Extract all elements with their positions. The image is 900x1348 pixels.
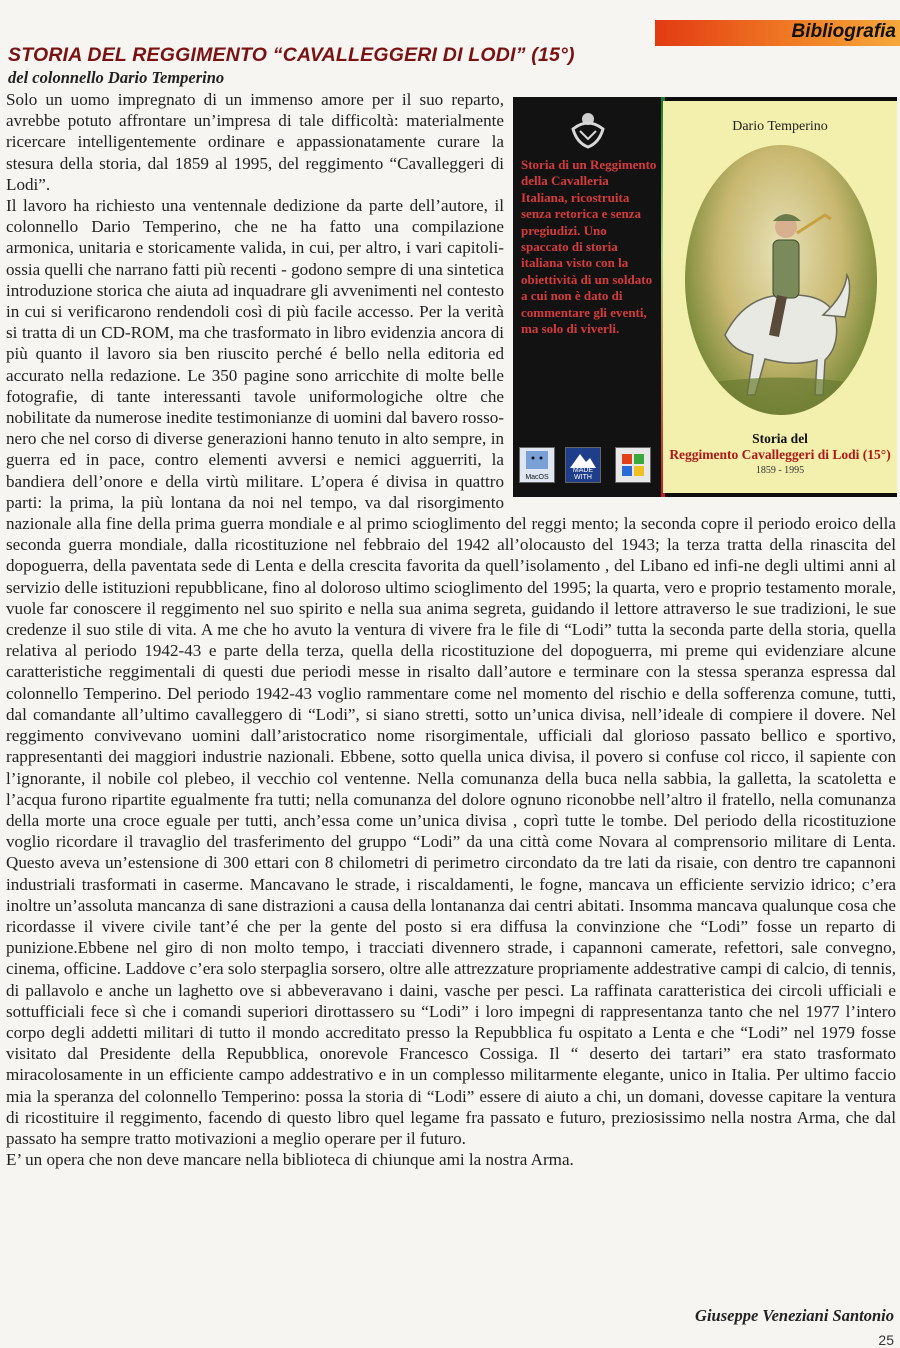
cover-right-panel	[663, 101, 897, 493]
article-title: STORIA DEL REGGIMENTO “CAVALLEGGERI DI LODI” (15°)	[8, 44, 575, 66]
cover-title-line-2: Reggimento Cavalleggeri di Lodi (15°)	[669, 447, 891, 462]
cover-left-panel	[513, 97, 661, 497]
cavalryman-bugler-icon	[685, 145, 877, 415]
mac-face-icon	[520, 448, 554, 472]
cover-years: 1859 - 1995	[755, 465, 805, 476]
article-paragraph: Solo un uomo impregnato di un immenso amore per il suo reparto, avrebbe potuto affrontare un’impresa di tale difficoltà: materialmente ricercare intelligentemente ordinare e appassionatamente curare la stesura della storia, dal 1859 al 1995, del reggimento “Cavalleggeri di Lodi”.	[6, 90, 504, 194]
cover-title	[663, 431, 897, 463]
book-cover-image	[513, 97, 897, 497]
cavalry-emblem-icon	[565, 109, 611, 149]
macos-logo-label: MacOS	[525, 474, 549, 481]
article-signature: Giuseppe Veneziani Santonio	[695, 1306, 894, 1325]
windows-flag-icon	[616, 448, 650, 482]
platform-logos	[519, 447, 659, 487]
article-paragraph: E’ un opera che non deve mancare nella biblioteca di chiunque ami la nostra Arma.	[6, 1150, 574, 1170]
horseman-illustration	[685, 145, 877, 415]
made-with-label: MADE WITH	[572, 467, 594, 481]
article-subtitle: del colonnello Dario Temperino	[8, 68, 225, 87]
cover-blurb: Storia di un Reggimento della Cavalleria Italiana, ricostruita senza retorica e senza pregiudizi. Uno spaccato di storia italiana visto con la obiettività di un soldato a cui non è dato di commentare gli eventi, ma solo di viverli.	[521, 157, 657, 337]
cover-author: Dario Temperino	[732, 119, 828, 134]
windows-logo-icon	[615, 447, 651, 483]
section-label: Bibliografia	[791, 21, 896, 42]
macos-logo-icon	[519, 447, 555, 483]
page-number: 25	[878, 1332, 894, 1348]
article-paragraph: Il lavoro ha richiesto una ventennale dedizione da parte dell’autore, il colonnello Dario Temperino, che ne ha fatto una compilazione armonica, unitaria e storicamente valida, in cui, per altro, i vari capitoli-ossia quelli che narrano fatti più recenti - godono sempre di una sintetica introduzione storica che aiuta ad inquadrare gli avvenimenti nel contesto in cui si verificarono rendendoli così di più facile accesso. Per la verità si tratta di un CD-ROM, ma che trasformato in libro evidenzia ancora di più quanto il lavoro sia ben riuscito perché é bello nella editoria ed accurato nella redazione. Le 350 pagine sono arricchite di molte belle fotografie, di tante interessanti tavole uniformologiche oltre che nobilitate da numerose inedite testimonianze di uomini dal bavero rosso-nero che nel corso di diverse generazioni hanno tenuto in alto sempre, in guerra ed in pace, contro elementi avversi e nemici agguerriti, la bandiera dell’onore e della virtù militare. L’opera é divisa in quattro parti: la prima, la più lontana da noi nel tempo, va dal risorgimento nazionale alla fine della prima guerra mondiale e al primo scioglimento del reggi mento; la seconda copre il periodo eroico della seconda guerra mondiale, dalla ricostituzione nel febbraio del 1942 all’olocausto del 1943; la terza tratta della rinascita del dopoguerra, della paventata sede di Lenta e della crescita favorita da quell’isolamento , del Libano ed infi-ne degli ultimi anni al servizio delle istituzioni repubblicane, fino al doloroso ultimo scioglimento del 1995; la quarta, vero e proprio testamento morale, vuole far conoscere il reggimento nel suo spirito e nella sua anima segreta, guidando il lettore attraverso le sue tradizioni, le sue credenze il suo stile di vita. A me che ho avuto la ventura di vivere fra le file di “Lodi” tutta la seconda parte della storia, quella relativa al periodo 1942-43 e parte della terza, quella della ricostituzione del dopoguerra, mi preme qui evidenziare alcune caratteristiche reggimentali di questi due periodi messe in risalto dall’autore e terminare con la stessa speranza espressa dal colonnello Temperino. Del periodo 1942-43 voglio rammentare come nel momento del rischio e della sofferenza comune, tutti, dal comandante all’ultimo cavalleggero di “Lodi”, si siano stretti, sotto un’unica divisa, nell’ideale di compiere il dovere. Nel reggimento convivevano uomini dall’aristocratico nome risorgimentale, ufficiali dal glorioso passato bellico e sportivo, rappresentanti dei maggiori industrie nazionali. Ebbene, sotto quella unica divisa, il povero si confuse col ricco, il sapiente con l’ignorante, il nobile col plebeo, il vecchio col ventenne. Nella comunanza della buca nella sabbia, la galletta, la scatoletta e l’acqua furono ripartite egualmente fra tutti; nella comunanza del dolore ognuno riconobbe nell’altro il fratello, nella comunanza della morte una croce eguale per tutti, anch’essa come un’unica divisa , coprì tutte le tombe. Del periodo della ricostituzione voglio ricordare il travaglio del trasferimento del gruppo “Lodi” da una città come Novara al comprensorio militare di Lenta. Questo aveva un’estensione di 300 ettari con 8 chilometri di perimetro circondato da tre lati da risaie, con dentro tre capannoni industriali trasformati in caserme. Mancavano le strade, i riscaldamenti, le fogne, mancava un efficiente servizio idrico; c’era inoltre un’assoluta mancanza di sane distrazioni a causa della lontananza dai centri abitati. Insomma mancava qualunque cosa che ricordasse il vivere civile tant’é che per la gente del posto si era diffusa la convinzione che “Lodi” fosse un reparto di punizione.Ebbene nel giro di non molto tempo, i tracciati divennero strade, i capannoni camerate, refettori, sale convegno, cinema, officine. Laddove c’era solo sterpaglia sorsero, oltre alle attrezzature propriamente addestrative campi di calcio, di tennis, di pallavolo e anche un laghetto ove si abbeveravano i daini, vasche per pesci. La raffinata caratteristica dei circoli ufficiali e sottufficiali fece sì che i comandi superiori dirottassero su “Lodi” i loro impegni di rappresentanza tanto che nel 1977 l’intero corpo degli addetti militari di tutto il mondo accreditato presso la Repubblica fu ospitato a Lenta e che “Lodi” nel 1979 fosse visitato dal Presidente della Repubblica, onorevole Francesco Cossiga. Il “ deserto dei tartari” era stato trasformato miracolosamente in un efficiente campo addestrativo e in un complesso militarmente elegante, unico in Italia. Per ultimo faccio mia la speranza del colonnello Temperino: possa la storia di “Lodi” essere di aiuto a chi, un domani, dovesse capitare la ventura di ricostituire il reggimento, facendo di questo libro quel legame fra passato e futuro, preziosissimo nella nostra Arma, che dal passato ha sempre tratto motivazioni a meglio operare per il futuro.	[6, 196, 896, 1148]
cover-title-line-1: Storia del	[752, 431, 808, 446]
made-with-logo-icon	[565, 447, 601, 483]
section-band	[655, 20, 900, 46]
